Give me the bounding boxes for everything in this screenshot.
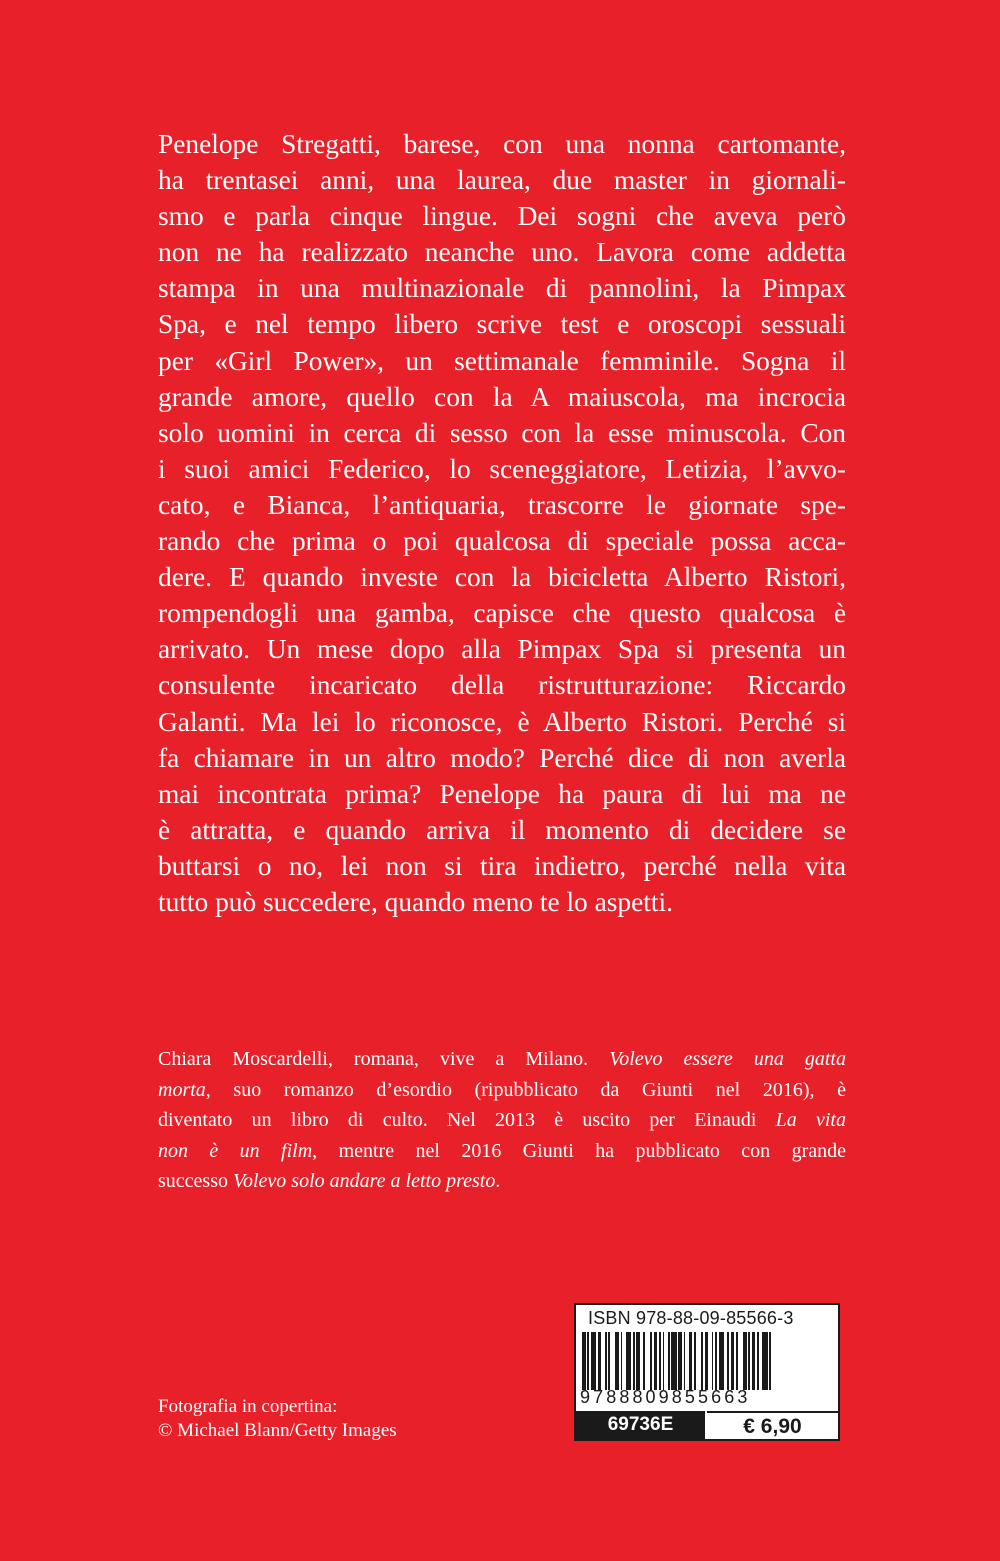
barcode-bar <box>587 1332 589 1390</box>
synopsis-line: rando che prima o poi qualcosa di speciale possa acca- <box>158 526 846 557</box>
synopsis-line: Spa, e nel tempo libero scrive test e oroscopi sessuali <box>158 309 846 340</box>
barcode-bar <box>654 1332 658 1390</box>
bio-line: successo Volevo solo andare a letto presto. <box>158 1170 501 1192</box>
barcode-bar <box>659 1332 661 1390</box>
synopsis-line: solo uomini in cerca di sesso con la esse minuscola. Con <box>158 417 846 448</box>
barcode-bar <box>684 1332 686 1390</box>
barcode-bar <box>663 1332 665 1390</box>
barcode-bar <box>671 1332 676 1390</box>
barcode-bar <box>626 1332 631 1390</box>
synopsis-line: grande amore, quello con la A maiuscola, ma incrocia <box>158 381 846 412</box>
book-title-italic: Volevo essere una gatta <box>609 1048 846 1070</box>
barcode-bar <box>743 1332 747 1390</box>
barcode-bar <box>748 1332 750 1390</box>
photo-credit <box>158 1395 498 1443</box>
barcode-bar <box>757 1332 759 1390</box>
synopsis-line: fa chiamare in un altro modo? Perché dice di non averla <box>158 742 846 773</box>
barcode-bar <box>636 1332 640 1390</box>
product-code: 69736E <box>576 1411 705 1439</box>
barcode-bar <box>727 1332 729 1390</box>
book-title-italic: Volevo solo andare a letto presto <box>232 1170 496 1192</box>
barcode-bar <box>598 1332 602 1390</box>
barcode-bar <box>591 1332 596 1390</box>
bio-line: morta, suo romanzo d’esordio (ripubblicato da Giunti nel 2016), è <box>158 1078 846 1101</box>
book-title-italic: non è un film <box>158 1139 313 1162</box>
synopsis-line: tutto può succedere, quando meno te lo aspetti. <box>158 886 673 917</box>
barcode-bar <box>719 1332 724 1390</box>
barcode-bar <box>731 1332 735 1390</box>
synopsis-line: consulente incaricato della ristrutturazione: Riccardo <box>158 670 846 701</box>
barcode-bar <box>678 1332 682 1390</box>
barcode-bar <box>621 1332 623 1390</box>
bio-line: non è un film, mentre nel 2016 Giunti ha pubblicato con grande <box>158 1139 846 1162</box>
barcode-bar <box>582 1332 586 1390</box>
synopsis-line: dere. E quando investe con la bicicletta Alberto Ristori, <box>158 562 846 593</box>
synopsis-line: Galanti. Ma lei lo riconosce, è Alberto Ristori. Perché si <box>158 706 846 737</box>
synopsis-line: buttarsi o no, lei non si tira indietro, perché nella vita <box>158 850 846 881</box>
barcode-bar <box>712 1332 714 1390</box>
synopsis-line: smo e parla cinque lingue. Dei sogni che aveva però <box>158 201 846 232</box>
barcode-bar <box>752 1332 756 1390</box>
barcode-bar <box>605 1332 607 1390</box>
barcode-bar <box>694 1332 696 1390</box>
barcode-bar <box>736 1332 738 1390</box>
synopsis-line: stampa in una multinazionale di pannolini, la Pimpax <box>158 273 846 304</box>
bio-line: diventato un libro di culto. Nel 2013 è uscito per Einaudi La vita <box>158 1109 846 1131</box>
synopsis-line: Penelope Stregatti, barese, con una nonna cartomante, <box>158 129 846 159</box>
barcode-bar <box>705 1332 709 1390</box>
photo-credit-source: © Michael Blann/Getty Images <box>158 1420 397 1441</box>
barcode-bar <box>701 1332 703 1390</box>
barcode-bar <box>650 1332 652 1390</box>
synopsis-line: mai incontrata prima? Penelope ha paura di lui ma ne <box>158 778 846 809</box>
barcode-bar <box>715 1332 717 1390</box>
author-bio <box>158 1044 846 1197</box>
synopsis-line: i suoi amici Federico, lo sceneggiatore, Letizia, l’avvo- <box>158 453 846 484</box>
book-title-italic: morta <box>158 1078 206 1101</box>
price-label: € 6,90 <box>707 1411 838 1439</box>
synopsis-line: rompendogli una gamba, capisce che questo qualcosa è <box>158 598 846 629</box>
barcode-bar <box>689 1332 693 1390</box>
barcode-bar <box>643 1332 645 1390</box>
barcode-bar <box>769 1332 771 1390</box>
bio-line: Chiara Moscardelli, romana, vive a Milano. Volevo essere una gatta <box>158 1048 846 1070</box>
book-title-italic: La vita <box>775 1109 846 1131</box>
barcode-digits: 9788809855663 <box>580 1387 751 1407</box>
barcode-bar <box>633 1332 635 1390</box>
synopsis-line: per «Girl Power», un settimanale femminile. Sogna il <box>158 345 846 376</box>
synopsis-line: arrivato. Un mese dopo alla Pimpax Spa si presenta un <box>158 634 846 665</box>
barcode-bar <box>762 1332 767 1390</box>
barcode-bar <box>608 1332 610 1390</box>
synopsis-text <box>158 126 846 920</box>
synopsis-line: non ne ha realizzato neanche uno. Lavora come addetta <box>158 237 846 268</box>
synopsis-line: ha trentasei anni, una laurea, due master in giornali- <box>158 165 846 196</box>
barcode-bar <box>668 1332 670 1390</box>
photo-credit-label: Fotografia in copertina: <box>158 1396 338 1417</box>
barcode-label <box>574 1303 840 1441</box>
barcode-icon <box>582 1332 834 1390</box>
synopsis-line: è attratta, e quando arriva il momento di decidere se <box>158 814 846 845</box>
barcode-bar <box>615 1332 619 1390</box>
isbn-number: ISBN 978-88-09-85566-3 <box>588 1308 794 1328</box>
synopsis-line: cato, e Bianca, l’antiquaria, trascorre le giornate spe- <box>158 489 846 520</box>
